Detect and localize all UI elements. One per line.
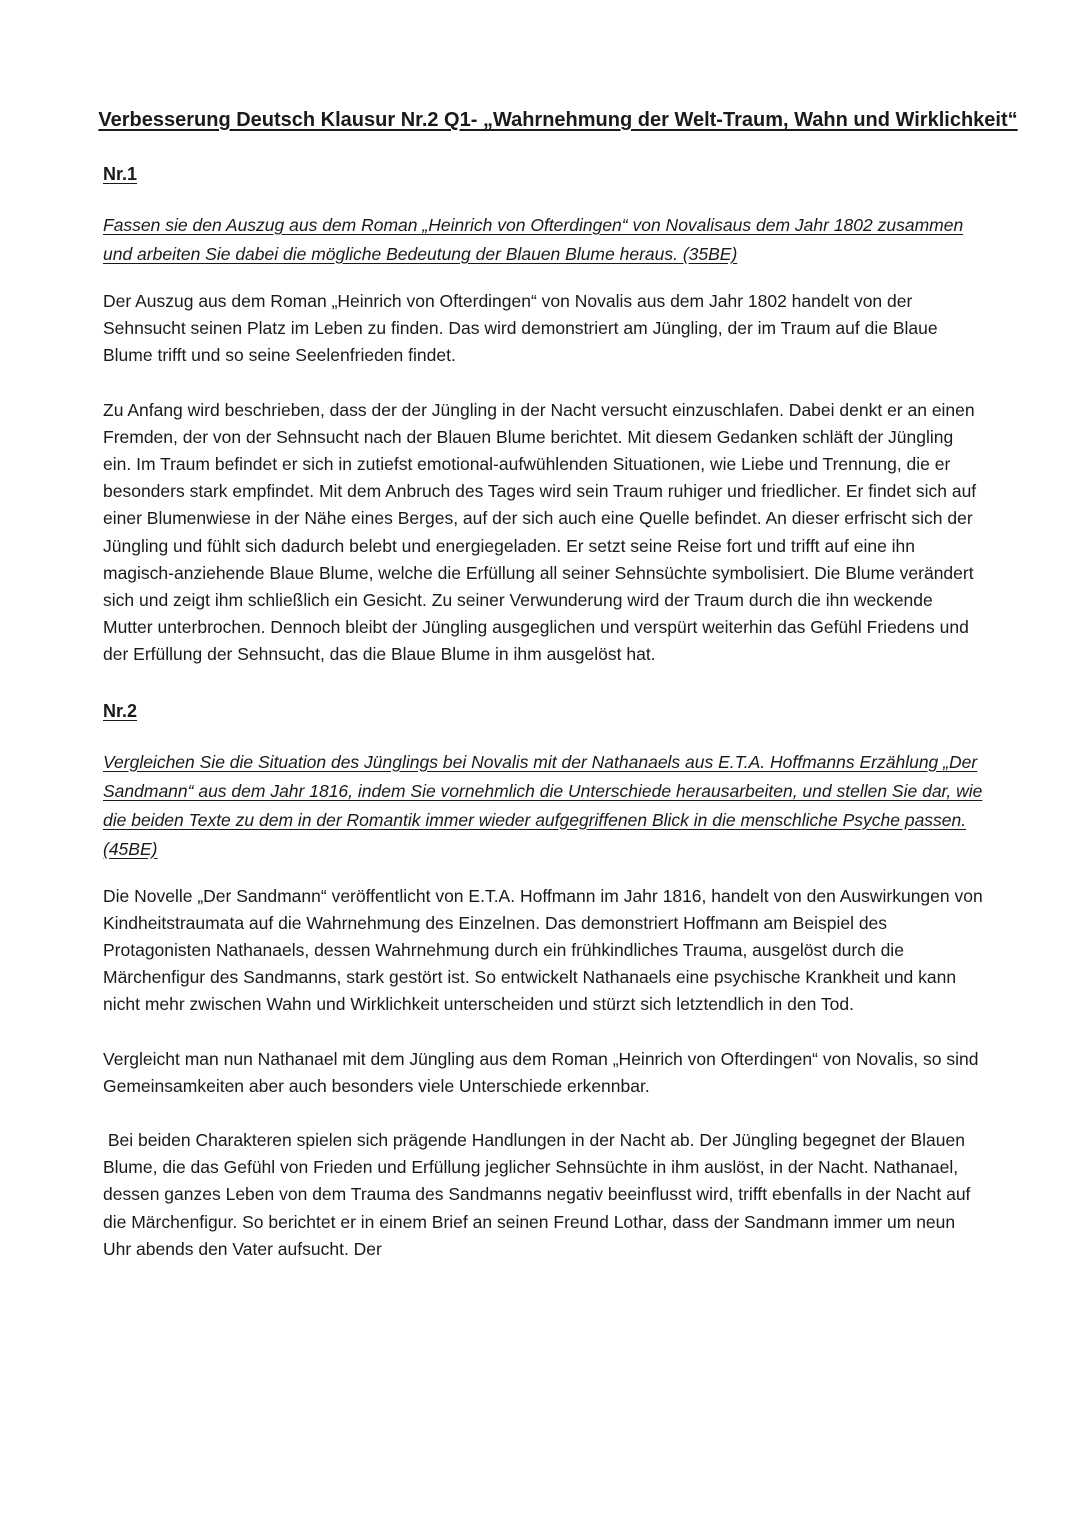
task-prompt-nr2: Vergleichen Sie die Situation des Jünglings bei Novalis mit der Nathanaels aus E.T.A. Hoffmanns Erzählung „Der Sandmann“ aus dem Jahr 1816, indem Sie vornehmlich die Unterschiede herausarbeiten, und stellen Sie dar, wie die beiden Texte zu dem in der Romantik immer wieder aufgegriffenen Blick in die menschliche Psyche passen.(45BE)	[103, 751, 983, 859]
section-heading-nr1: Nr.1	[103, 164, 138, 184]
paragraph: Die Novelle „Der Sandmann“ veröffentlicht von E.T.A. Hoffmann im Jahr 1816, handelt von den Auswirkungen von Kindheitstraumata auf die Wahrnehmung des Einzelnen. Das demonstriert Hoffmann am Beispiel des Protagonisten Nathanaels, dessen Wahrnehmung durch ein frühkindliches Trauma, ausgelöst durch die Märchenfigur des Sandmanns, stark gestört ist. So entwickelt Nathanaels eine psychische Krankheit und kann nicht mehr zwischen Wahn und Wirklichkeit unterscheiden und stürzt sich letztendlich in den Tod.	[103, 885, 983, 1015]
paragraph: Bei beiden Charakteren spielen sich prägende Handlungen in der Nacht ab. Der Jüngling begegnet der Blauen Blume, die das Gefühl von Frieden und Erfüllung jeglicher Sehnsüchte in ihm auslöst, in der Nacht. Nathanael, dessen ganzes Leben von dem Trauma des Sandmanns negativ beeinflusst wird, trifft ebenfalls in der Nacht auf die Märchenfigur. So berichtet er in einem Brief an seinen Freund Lothar, dass der Sandmann immer um neun Uhr abends den Vater aufsucht. Der	[103, 1130, 976, 1259]
paragraph: Der Auszug aus dem Roman „Heinrich von Ofterdingen“ von Novalis aus dem Jahr 1802 handelt von der Sehnsucht seinen Platz im Leben zu finden. Das wird demonstriert am Jüngling, der im Traum auf die Blaue Blume trifft und so seine Seelenfrieden findet.	[103, 291, 938, 366]
paragraph: Zu Anfang wird beschrieben, dass der der Jüngling in der Nacht versucht einzuschlafen. Dabei denkt er an einen Fremden, der von der Sehnsucht nach der Blauen Blume berichtet. Mit diesem Gedanken schläft der Jüngling ein. Im Traum befindet er sich in zutiefst emotional-aufwühlenden Situationen, wie Liebe und Trennung, die er besonders stark empfindet. Mit dem Anbruch des Tages wird sein Traum ruhiger und friedlicher. Er findet sich auf einer Blumenwiese in der Nähe eines Berges, auf der sich auch eine Quelle befindet. An dieser erfrischt sich der Jüngling und fühlt sich dadurch belebt und energiegeladen. Er setzt seine Reise fort und trifft auf eine ihn magisch-anziehende Blaue Blume, welche die Erfüllung all seiner Sehnsüchte symbolisiert. Die Blume verändert sich und zeigt ihm schließlich ein Gesicht. Zu seiner Verwunderung wird der Traum durch die ihn weckende Mutter unterbrochen. Dennoch bleibt der Jüngling ausgeglichen und verspürt weiterhin das Gefühl Friedens und der Erfüllung der Sehnsucht, das die Blaue Blume in ihm ausgelöst hat.	[103, 399, 977, 665]
task-prompt-nr1: Fassen sie den Auszug aus dem Roman „Heinrich von Ofterdingen“ von Novalisaus dem Jahr 1802 zusammen und arbeiten Sie dabei die mögliche Bedeutung der Blauen Blume heraus. (35BE)	[103, 215, 964, 264]
paragraph: Vergleicht man nun Nathanael mit dem Jüngling aus dem Roman „Heinrich von Ofterdingen“ von Novalis, so sind Gemeinsamkeiten aber auch besonders viele Unterschiede erkennbar.	[103, 1048, 979, 1096]
document-title: Verbesserung Deutsch Klausur Nr.2 Q1- „Wahrnehmung der Welt-Traum, Wahn und Wirklichkeit“	[98, 109, 1018, 131]
document-page	[98, 100, 1018, 1263]
section-heading-nr2: Nr.2	[103, 700, 138, 721]
